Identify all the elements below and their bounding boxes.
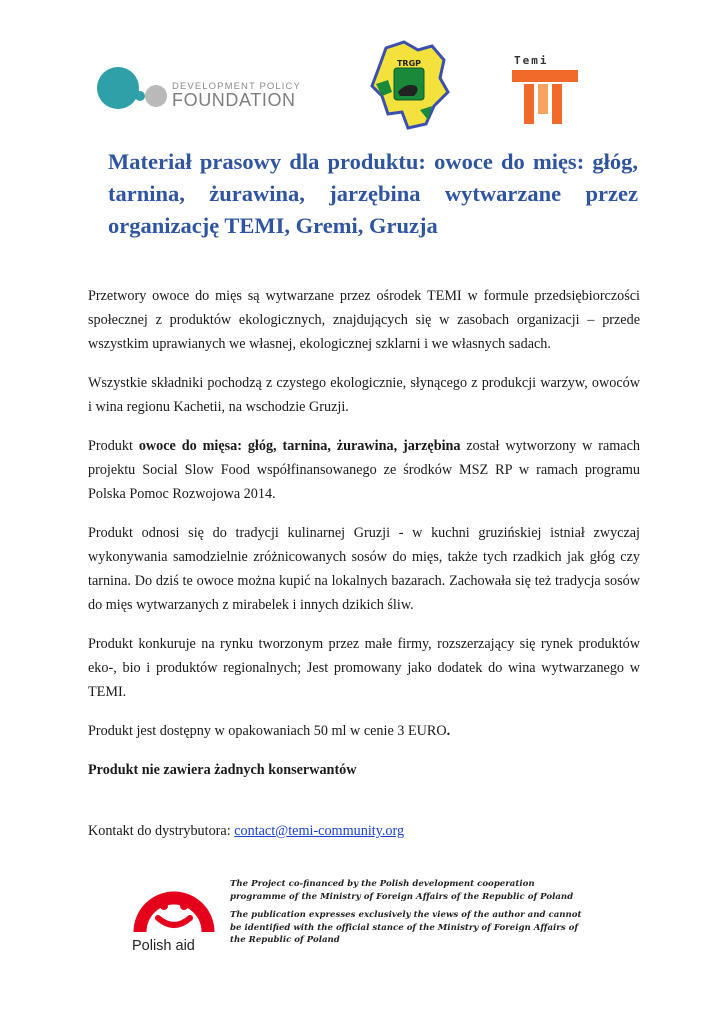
development-policy-foundation-logo xyxy=(96,66,318,114)
paragraph-3-intro: Produkt xyxy=(88,438,139,454)
polish-aid-label: Polish aid xyxy=(132,938,195,954)
temi-logo-word: Temi xyxy=(514,54,549,67)
polish-aid-smile-icon xyxy=(128,876,220,938)
trgp-logo-label: TRGP xyxy=(396,59,422,68)
views-disclaimer: The publication expresses exclusively the views of the author and cannot be identified with the official stance of the Ministry of Foreign Affairs of the Republic of Poland xyxy=(230,910,582,946)
dpf-logo-line2: FOUNDATION xyxy=(172,90,296,110)
document-body xyxy=(88,284,640,797)
document-title: Materiał prasowy dla produktu: owoce do mięs: głóg, tarnina, żurawina, jarzębina wytwarzane przez organizację TEMI, Gremi, Gruzja xyxy=(108,149,638,238)
funding-disclaimer xyxy=(230,878,585,953)
paragraph-6 xyxy=(88,719,640,743)
availability-period: . xyxy=(446,723,451,739)
paragraph-3 xyxy=(88,434,640,506)
polish-aid-logo xyxy=(128,876,220,960)
contact-label: Kontakt do dystrybutora: xyxy=(88,823,235,839)
paragraph-4: Produkt odnosi się do tradycji kulinarnej Gruzji - w kuchni gruzińskiej istniał zwyczaj wykonywania samodzielnie zróżnicowanych sosów do mięs, także tych rzadkich jak głóg czy tarnina. Do dziś te owoce można kupić na lokalnych bazarach. Zachowała się też tradycja sosów do mięs wytwarzanych z mirabelek i innych dzikich śliw. xyxy=(88,525,640,613)
no-preservatives-note: Produkt nie zawiera żadnych konserwantów xyxy=(88,762,357,778)
funding-statement: The Project co-financed by the Polish development cooperation programme of the Ministry of Foreign Affairs of the Republic of Poland xyxy=(230,879,574,902)
dpf-logo-line1: DEVELOPMENT POLICY xyxy=(172,81,301,92)
trgp-map-logo xyxy=(368,40,452,130)
paragraph-5: Produkt konkuruje na rynku tworzonym przez małe firmy, rozszerzający się rynek produktów eko-, bio i produktów regionalnych; Jest promowany jako dodatek do wina wytwarzanego w TEMI. xyxy=(88,636,640,700)
contact-email-link[interactable]: contact@temi-community.org xyxy=(234,823,405,839)
temi-logo xyxy=(508,54,584,124)
product-name: owoce do mięsa: głóg, tarnina, żurawina, jarzębina xyxy=(138,438,461,454)
paragraph-2: Wszystkie składniki pochodzą z czystego ekologicznie, słynącego z produkcji warzyw, owoców i wina regionu Kachetii, na wschodzie Gruzji. xyxy=(88,375,640,415)
dpf-mark-icon xyxy=(96,66,172,110)
contact-line xyxy=(88,820,404,842)
availability-text: Produkt jest dostępny w opakowaniach 50 ml w cenie 3 EURO xyxy=(88,723,447,739)
paragraph-1: Przetwory owoce do mięs są wytwarzane przez ośrodek TEMI w formule przedsiębiorczości społecznej z produktów ekologicznych, znajdujących się w zasobach organizacji – przede wszystkim uprawianych we własnej, ekologicznej szklarni i we własnych sadach. xyxy=(88,288,640,352)
paragraph-3-rest: został wytworzony w ramach projektu Social Slow Food współfinansowanego ze środków MSZ RP w ramach programu Polska Pomoc Rozwojowa 2014. xyxy=(88,438,641,502)
